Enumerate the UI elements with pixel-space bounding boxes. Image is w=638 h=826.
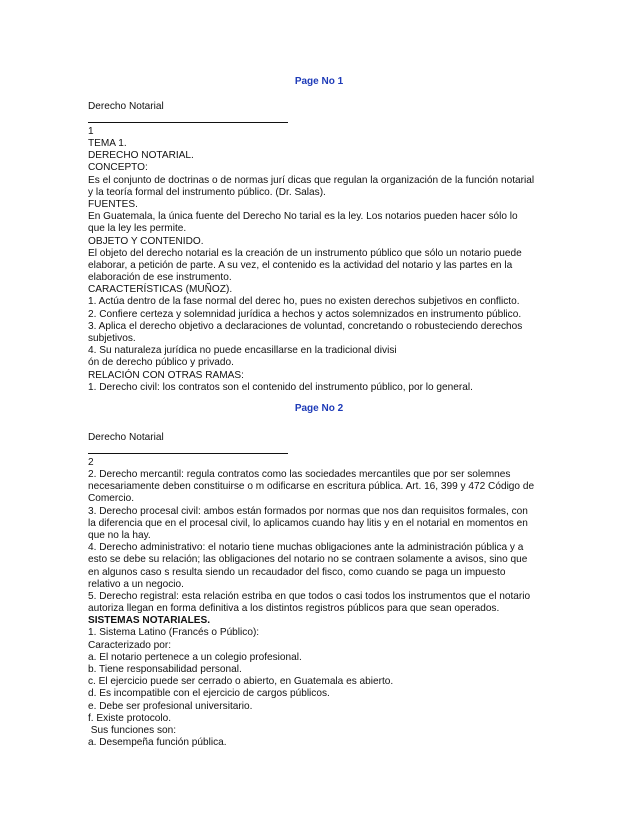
divider-rule (88, 122, 288, 123)
text-line: d. Es incompatible con el ejercicio de cargos públicos. (88, 688, 330, 700)
text-line: FUENTES. (88, 198, 138, 210)
section-heading: SISTEMAS NOTARIALES. (88, 615, 211, 627)
text-line: 5. Derecho registral: esta relación estriba en que todos o casi todos los instrumentos que el notario (88, 590, 531, 602)
page-body (88, 138, 558, 394)
text-line: necesariamente deben constituirse o m odificarse en escritura pública. Art. 16, 399 y 472 Código de (88, 481, 535, 493)
page-number: 2 (88, 457, 94, 468)
text-line: relativo a un negocio. (88, 578, 184, 590)
text-line: 1. Actúa dentro de la fase normal del derec ho, pues no existen derechos subjetivos en conflicto. (88, 296, 520, 308)
text-line: DERECHO NOTARIAL. (88, 150, 194, 162)
text-line: En Guatemala, la única fuente del Derecho No tarial es la ley. Los notarios pueden hacer sólo lo (88, 211, 518, 223)
text-line: Comercio. (88, 493, 134, 505)
text-line: 3. Derecho procesal civil: ambos están formados por normas que nos dan requisitos formales, con (88, 505, 528, 517)
text-line: 4. Su naturaleza jurídica no puede encasillarse en la tradicional divisi (88, 345, 397, 357)
text-line: CONCEPTO: (88, 162, 148, 174)
text-line: c. El ejercicio puede ser cerrado o abierto, en Guatemala es abierto. (88, 676, 394, 688)
text-line: la diferencia que en el procesal civil, lo aplicamos cuando hay litis y en el notarial en momentos en (88, 517, 528, 529)
text-line: TEMA 1. (88, 138, 127, 149)
text-line: Caracterizado por: (88, 639, 172, 651)
page-header: Page No 1 (294, 76, 344, 87)
text-line: 2. Confiere certeza y solemnidad jurídica a hechos y actos solemnizados en instrumento público. (88, 308, 522, 320)
text-line: elaboración de ese instrumento. (88, 272, 232, 284)
text-line: 1. Sistema Latino (Francés o Público): (88, 627, 260, 639)
document-subject: Derecho Notarial (88, 432, 164, 443)
text-line: OBJETO Y CONTENIDO. (88, 235, 204, 247)
divider-rule (88, 453, 288, 454)
text-line: que la ley les permite. (88, 223, 187, 235)
text-line: en algunos caso s resulta siendo un recaudador del fisco, como cuando se paga un impuesto (88, 566, 506, 578)
text-line: 1. Derecho civil: los contratos son el contenido del instrumento público, por lo general. (88, 381, 473, 393)
text-line: que no la hay. (88, 529, 151, 541)
text-line: e. Debe ser profesional universitario. (88, 700, 253, 712)
text-line: esto se debe su relación; las obligaciones del notario no se contraen solamente a avisos, sino que (88, 554, 528, 566)
text-line: 2. Derecho mercantil: regula contratos como las sociedades mercantiles que por ser solemnes (88, 469, 511, 480)
text-line: 4. Derecho administrativo: el notario tiene muchas obligaciones ante la administración pública y a (88, 542, 524, 554)
text-line: CARACTERÍSTICAS (MUÑOZ). (88, 284, 233, 296)
text-line: elaborar, a petición de parte. A su vez, el contenido es la actividad del notario y las partes en la (88, 259, 513, 271)
text-line: Sus funciones son: (88, 724, 177, 736)
page-number: 1 (88, 126, 94, 137)
text-line: b. Tiene responsabilidad personal. (88, 664, 242, 675)
text-line: ón de derecho público y privado. (88, 357, 234, 369)
document-subject: Derecho Notarial (88, 101, 164, 112)
text-line: RELACIÓN CON OTRAS RAMAS: (88, 369, 244, 381)
page-body (88, 469, 558, 749)
text-line: f. Existe protocolo. (88, 712, 172, 724)
text-line: autoriza llegan en forma definitiva a los distintos registros públicos para que sean operados. (88, 603, 500, 615)
text-line: a. Desempeña función pública. (88, 737, 227, 749)
text-line: 3. Aplica el derecho objetivo a declaraciones de voluntad, concretando o robusteciendo derechos (88, 320, 523, 332)
page-header: Page No 2 (294, 403, 344, 414)
text-line: y la teoría formal del instrumento público. (Dr. Salas). (88, 186, 326, 198)
text-line: subjetivos. (88, 333, 136, 344)
text-line: El objeto del derecho notarial es la creación de un instrumento público que sólo un notario puede (88, 247, 522, 259)
text-line: a. El notario pertenece a un colegio profesional. (88, 651, 302, 663)
text-line: Es el conjunto de doctrinas o de normas jurí dicas que regulan la organización de la función notarial (88, 174, 535, 186)
